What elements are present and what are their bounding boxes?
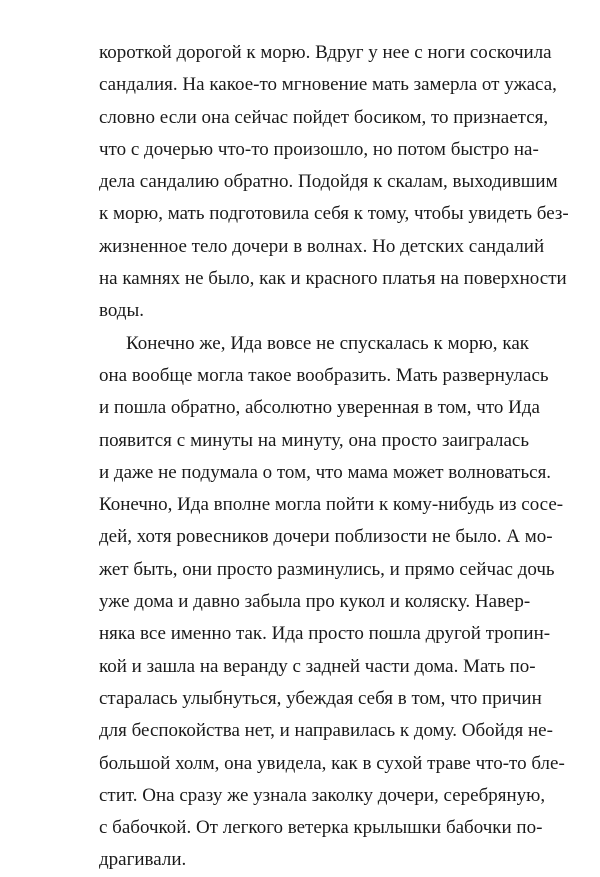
text-line: словно если она сейчас пойдет босиком, то признается, [99, 106, 549, 128]
text-line: Конечно же, Ида вовсе не спускалась к морю, как [126, 332, 529, 354]
text-line: жет быть, они просто разминулись, и прямо сейчас дочь [99, 558, 555, 580]
text-line: она вообще могла такое вообразить. Мать развернулась [99, 364, 549, 386]
text-line: к морю, мать подготовила себя к тому, чтобы увидеть без- [99, 203, 569, 225]
text-line: сандалия. На какое-то мгновение мать замерла от ужаса, [99, 74, 557, 96]
paragraph-2 [99, 328, 565, 877]
text-line: короткой дорогой к морю. Вдруг у нее с ноги соскочила [99, 42, 552, 63]
text-line: жизненное тело дочери в волнах. Но детских сандалий [99, 235, 545, 257]
text-line: с бабочкой. От легкого ветерка крылышки бабочки по- [99, 817, 543, 839]
text-line: для беспокойства нет, и направилась к дому. Обойдя не- [99, 720, 553, 742]
text-line: воды. [99, 300, 144, 322]
body-text [99, 37, 569, 877]
text-line: и даже не подумала о том, что мама может волноваться. [99, 461, 552, 483]
text-line: старалась улыбнуться, убеждая себя в том, что причин [99, 687, 542, 709]
text-line: дей, хотя ровесников дочери поблизости не было. А мо- [99, 526, 553, 548]
text-line: на камнях не было, как и красного платья на поверхности [99, 268, 567, 290]
text-line: дела сандалию обратно. Подойдя к скалам, выходившим [99, 171, 558, 193]
text-line: драгивали. [99, 849, 187, 871]
text-line: уже дома и давно забыла про кукол и коляску. Навер- [99, 591, 531, 613]
text-line: появится с минуты на минуту, она просто заигралась [99, 429, 529, 451]
text-line: няка все именно так. Ида просто пошла другой тропин- [99, 623, 551, 645]
text-line: что с дочерью что-то произошло, но потом быстро на- [99, 138, 539, 160]
text-line: Конечно, Ида вполне могла пойти к кому-нибудь из сосе- [99, 494, 564, 516]
text-line: большой холм, она увидела, как в сухой траве что-то бле- [99, 752, 565, 774]
paragraph-1 [99, 37, 569, 328]
text-line: стит. Она сразу же узнала заколку дочери, серебряную, [99, 784, 546, 806]
text-line: кой и зашла на веранду с задней части дома. Мать по- [99, 655, 536, 677]
text-line: и пошла обратно, абсолютно уверенная в том, что Ида [99, 397, 540, 419]
